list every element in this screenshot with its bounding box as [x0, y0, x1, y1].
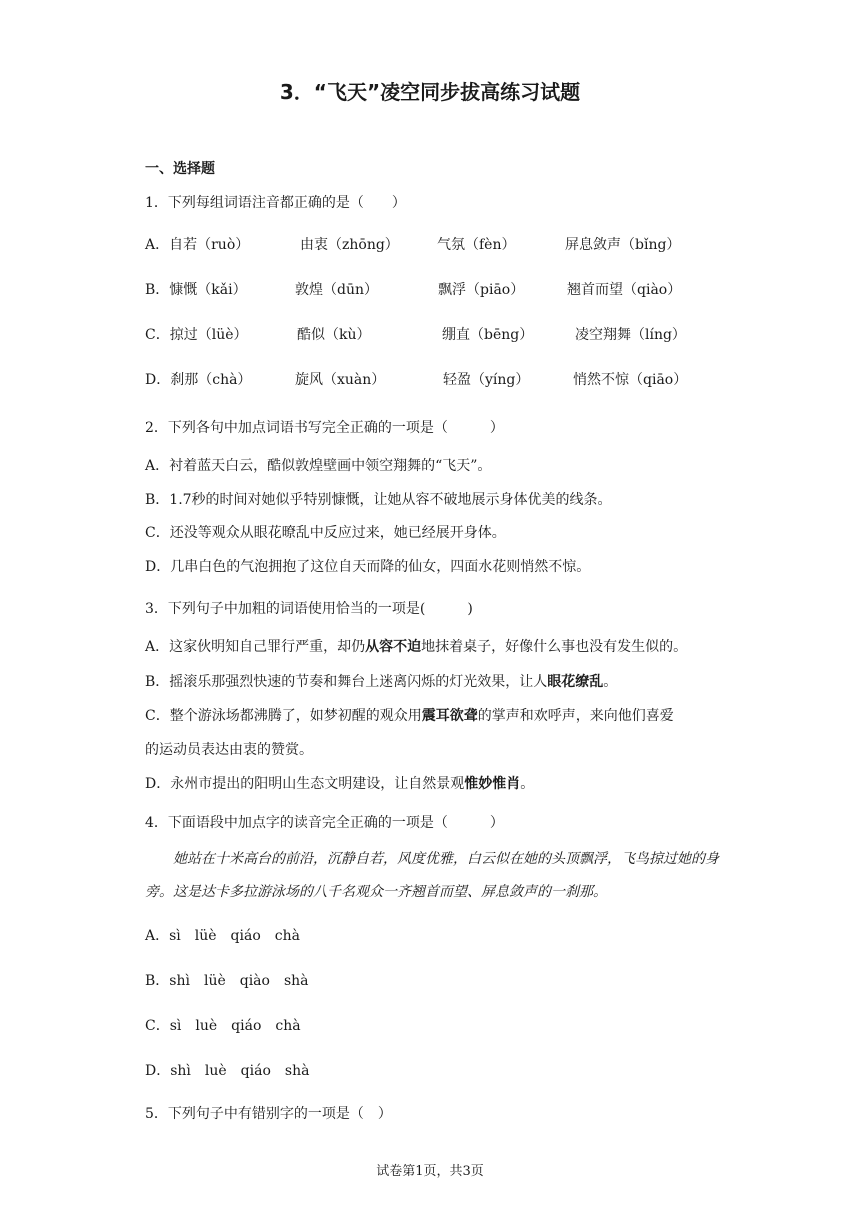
option-text: A．这家伙明知自己罪行严重，却仍: [145, 639, 366, 655]
question-3-option-c: [145, 705, 674, 725]
option-word: 翘首而望（qiào）: [567, 282, 682, 298]
question-2-option-d: D．几串白色的气泡拥抱了这位自天而降的仙女，四面水花则悄然不惊。: [145, 559, 591, 575]
section-heading: 一、选择题: [145, 161, 215, 177]
question-1-option-d: [145, 369, 705, 391]
question-1-option-a: [145, 234, 705, 256]
question-3-stem: 3．下列句子中加粗的词语使用恰当的一项是( ): [145, 601, 473, 617]
option-word: 旋风（xuàn）: [295, 372, 386, 388]
option-word: 轻盈（yíng）: [443, 372, 530, 388]
question-4-option-a: A．sì lüè qiáo chà: [145, 928, 300, 944]
option-word: 酷似（kù）: [297, 327, 371, 343]
option-word: A．自若（ruò）: [145, 237, 250, 253]
question-3-option-a: [145, 636, 687, 656]
question-4-stem: 4．下面语段中加点字的读音完全正确的一项是（ ）: [145, 815, 504, 831]
page-title: 3．“飞天”凌空同步拔高练习试题: [279, 80, 581, 104]
question-3-option-c-cont: 的运动员表达由衷的赞赏。: [145, 742, 313, 758]
option-text: B．摇滚乐那强烈快速的节奏和舞台上迷离闪烁的灯光效果，让人: [145, 674, 548, 690]
option-word: 气氛（fèn）: [437, 237, 516, 253]
option-word: 由衷（zhōng）: [300, 237, 399, 253]
question-2-option-b: B．1.7秒的时间对她似乎特别慷慨，让她从容不破地展示身体优美的线条。: [145, 492, 612, 508]
option-text: 的掌声和欢呼声，来向他们喜爱: [477, 708, 674, 724]
option-word: 敦煌（dūn）: [295, 282, 378, 298]
bold-phrase: 震耳欲聋: [421, 708, 478, 724]
option-word: D．刹那（chà）: [145, 372, 252, 388]
question-5-stem: 5．下列句子中有错别字的一项是（ ）: [145, 1106, 392, 1122]
question-4-passage: 她站在十米高台的前沿，沉静自若，风度优雅，白云似在她的头顶飘浮，飞鸟掠过她的身旁。这是达卡多拉游泳场的八千名观众一齐翘首而望、屏息敛声的一刹那。: [145, 851, 719, 900]
option-word: 凌空翔舞（líng）: [575, 327, 686, 343]
option-text: C．整个游泳场都沸腾了，如梦初醒的观众用: [145, 708, 422, 724]
option-word: 屏息敛声（bǐng）: [565, 237, 681, 253]
question-3-option-b: [145, 671, 617, 691]
option-word: 悄然不惊（qiāo）: [573, 372, 688, 388]
question-4-option-d: D．shì luè qiáo shà: [145, 1063, 310, 1079]
question-4-option-b: B．shì lüè qiào shà: [145, 973, 309, 989]
option-text: 。: [520, 776, 535, 792]
question-2-option-c: C．还没等观众从眼花暸乱中反应过来，她已经展开身体。: [145, 525, 506, 541]
question-1-option-c: [145, 324, 705, 346]
option-word: 绷直（bēng）: [442, 327, 534, 343]
question-2-option-a: A．衬着蓝天白云，酷似敦煌壁画中领空翔舞的“飞天”。: [145, 458, 492, 474]
option-word: C．掠过（lüè）: [145, 327, 248, 343]
option-word: B．慷慨（kǎi）: [145, 282, 247, 298]
question-4-option-c: C．sì luè qiáo chà: [145, 1018, 301, 1034]
option-word: 飘浮（piāo）: [438, 282, 525, 298]
bold-phrase: 惟妙惟肖: [464, 776, 521, 792]
option-text: D．永州市提出的阳明山生态文明建设，让自然景观: [145, 776, 465, 792]
question-3-option-d: [145, 773, 534, 793]
question-1-option-b: [145, 279, 705, 301]
page-footer: 试卷第1页，共3页: [376, 1164, 484, 1179]
option-text: 地抹着桌子，好像什么事也没有发生似的。: [421, 639, 688, 655]
bold-phrase: 从容不迫: [365, 639, 422, 655]
bold-phrase: 眼花缭乱: [547, 674, 604, 690]
option-text: 。: [603, 674, 618, 690]
question-2-stem: 2．下列各句中加点词语书写完全正确的一项是（ ）: [145, 420, 504, 436]
question-1-stem: 1．下列每组词语注音都正确的是（ ）: [145, 195, 406, 211]
